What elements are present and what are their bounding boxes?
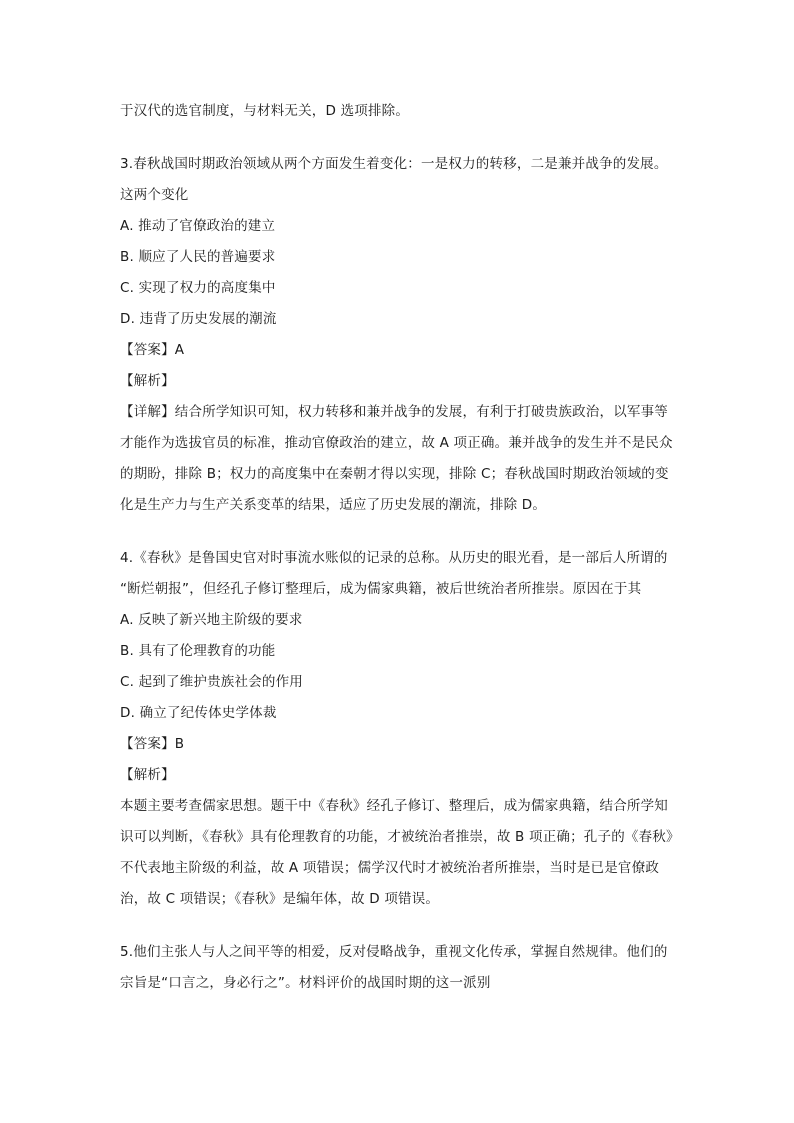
question-4-analysis-line: 识可以判断，《春秋》具有伦理教育的功能，才被统治者推崇，故 B 项正确；孔子的《春秋》: [120, 829, 680, 845]
question-4-option-b: B. 具有了伦理教育的功能: [120, 643, 276, 659]
question-4-answer: 【答案】B: [120, 736, 185, 752]
paragraph-gap: [120, 521, 706, 543]
question-3-analysis-line: 化是生产力与生产关系变革的结果，适应了历史发展的潮流，排除 D。: [120, 497, 547, 513]
question-3-option-d: D. 违背了历史发展的潮流: [120, 311, 277, 327]
question-3-option-a: A. 推动了官僚政治的建立: [120, 218, 276, 234]
question-3-answer: 【答案】A: [120, 342, 185, 358]
question-3-analysis-line: 的期盼，排除 B；权力的高度集中在秦朝才得以实现，排除 C；春秋战国时期政治领域的变: [120, 466, 669, 482]
question-3-stem: 3.春秋战国时期政治领域从两个方面发生着变化：一是权力的转移，二是兼并战争的发展。: [120, 156, 668, 172]
question-4-option-c: C. 起到了维护贵族社会的作用: [120, 674, 304, 690]
text-line: 于汉代的选官制度，与材料无关，D 选项排除。: [120, 103, 410, 119]
question-5-stem-cont: 宗旨是“口言之，身必行之”。材料评价的战国时期的这一派别: [120, 975, 491, 991]
paragraph-gap: [120, 127, 706, 149]
question-3-option-c: C. 实现了权力的高度集中: [120, 280, 276, 296]
question-3-analysis-line: 才能作为选拔官员的标准，推动官僚政治的建立，故 A 项正确。兼并战争的发生并不是民众: [120, 435, 673, 451]
question-3-analysis-line: 【详解】结合所学知识可知，权力转移和兼并战争的发展，有利于打破贵族政治，以军事等: [120, 404, 668, 420]
question-3-stem-cont: 这两个变化: [120, 187, 189, 203]
question-4-stem: 4.《春秋》是鲁国史官对时事流水账似的记录的总称。从历史的眼光看，是一部后人所谓的: [120, 550, 668, 566]
question-4-stem-cont: “断烂朝报”，但经孔子修订整理后，成为儒家典籍，被后世统治者所推崇。原因在于其: [120, 581, 642, 597]
question-4-analysis-line: 本题主要考查儒家思想。题干中《春秋》经孔子修订、整理后，成为儒家典籍，结合所学知: [120, 798, 668, 814]
question-4-analysis-line: 不代表地主阶级的利益，故 A 项错误；儒学汉代时才被统治者所推崇，当时是已是官僚政: [120, 860, 660, 876]
paragraph-gap: [120, 915, 706, 937]
question-3-analysis-heading: 【解析】: [120, 373, 175, 389]
question-4-option-a: A. 反映了新兴地主阶级的要求: [120, 612, 303, 628]
question-4-option-d: D. 确立了纪传体史学体裁: [120, 705, 277, 721]
question-4-analysis-line: 治，故 C 项错误；《春秋》是编年体，故 D 项错误。: [120, 891, 440, 907]
question-4-analysis-heading: 【解析】: [120, 767, 175, 783]
question-3-option-b: B. 顺应了人民的普遍要求: [120, 249, 276, 265]
question-5-stem: 5.他们主张人与人之间平等的相爱，反对侵略战争，重视文化传承，掌握自然规律。他们的: [120, 944, 668, 960]
